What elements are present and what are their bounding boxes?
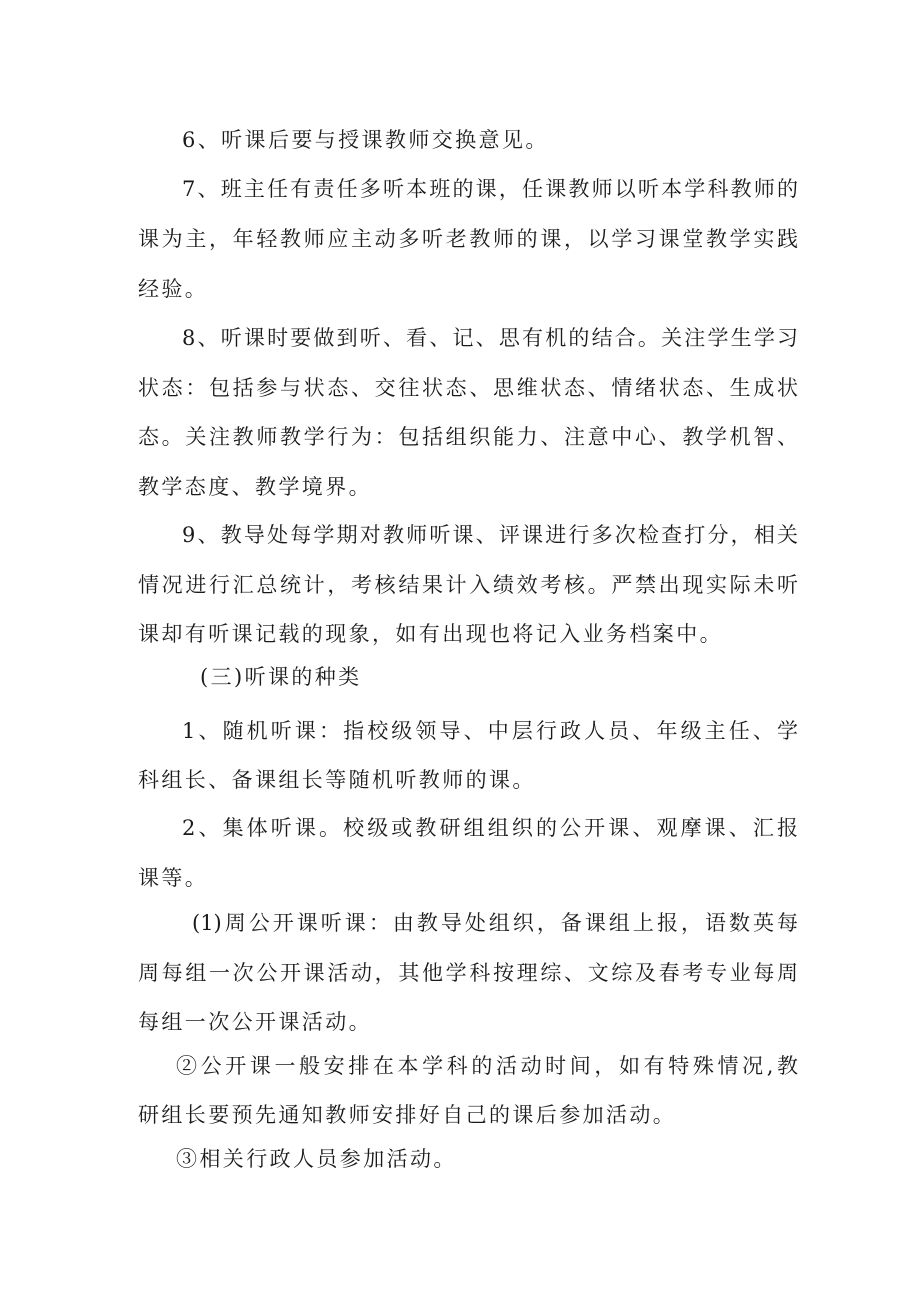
- paragraph-9-line-1: 9、教导处每学期对教师听课、评课进行多次检查打分，相关: [182, 523, 798, 547]
- item-2-line-2: 课等。: [138, 866, 209, 890]
- subitem-2-line-1: ②公开课一般安排在本学科的活动时间，如有特殊情况,教: [176, 1054, 798, 1078]
- paragraph-8-line-1: 8、听课时要做到听、看、记、思有机的结合。关注学生学习: [182, 326, 798, 350]
- section-heading: (三)听课的种类: [200, 665, 362, 689]
- paragraph-6-line: 6、听课后要与授课教师交换意见。: [182, 128, 549, 152]
- paragraph-9-line-3: 课却有听课记载的现象，如有出现也将记入业务档案中。: [138, 622, 723, 646]
- subitem-1-line-1: (1)周公开课听课：由教导处组织，备课组上报，语数英每: [192, 911, 798, 935]
- paragraph-8-line-4: 教学态度、教学境界。: [138, 475, 372, 499]
- item-1-line-2: 科组长、备课组长等随机听教师的课。: [138, 768, 536, 792]
- paragraph-7-line-1: 7、班主任有责任多听本班的课，任课教师以听本学科教师的: [182, 177, 798, 201]
- paragraph-8-line-3: 态。关注教师教学行为：包括组织能力、注意中心、教学机智、: [138, 425, 798, 449]
- paragraph-9-line-2: 情况进行汇总统计，考核结果计入绩效考核。严禁出现实际未听: [138, 573, 798, 597]
- subitem-1-line-3: 每组一次公开课活动。: [138, 1010, 372, 1034]
- paragraph-7-line-3: 经验。: [138, 277, 209, 301]
- subitem-2-line-2: 研组长要预先通知教师安排好自己的课后参加活动。: [138, 1103, 677, 1127]
- subitem-1-line-2: 周每组一次公开课活动，其他学科按理综、文综及春考专业每周: [138, 961, 798, 985]
- item-1-line-1: 1、随机听课：指校级领导、中层行政人员、年级主任、学: [182, 719, 798, 743]
- paragraph-7-line-2: 课为主，年轻教师应主动多听老教师的课，以学习课堂教学实践: [138, 227, 798, 251]
- paragraph-8-line-2: 状态：包括参与状态、交往状态、思维状态、情绪状态、生成状: [138, 376, 798, 400]
- subitem-3-line: ③相关行政人员参加活动。: [176, 1147, 457, 1171]
- item-2-line-1: 2、集体听课。校级或教研组组织的公开课、观摩课、汇报: [182, 816, 798, 840]
